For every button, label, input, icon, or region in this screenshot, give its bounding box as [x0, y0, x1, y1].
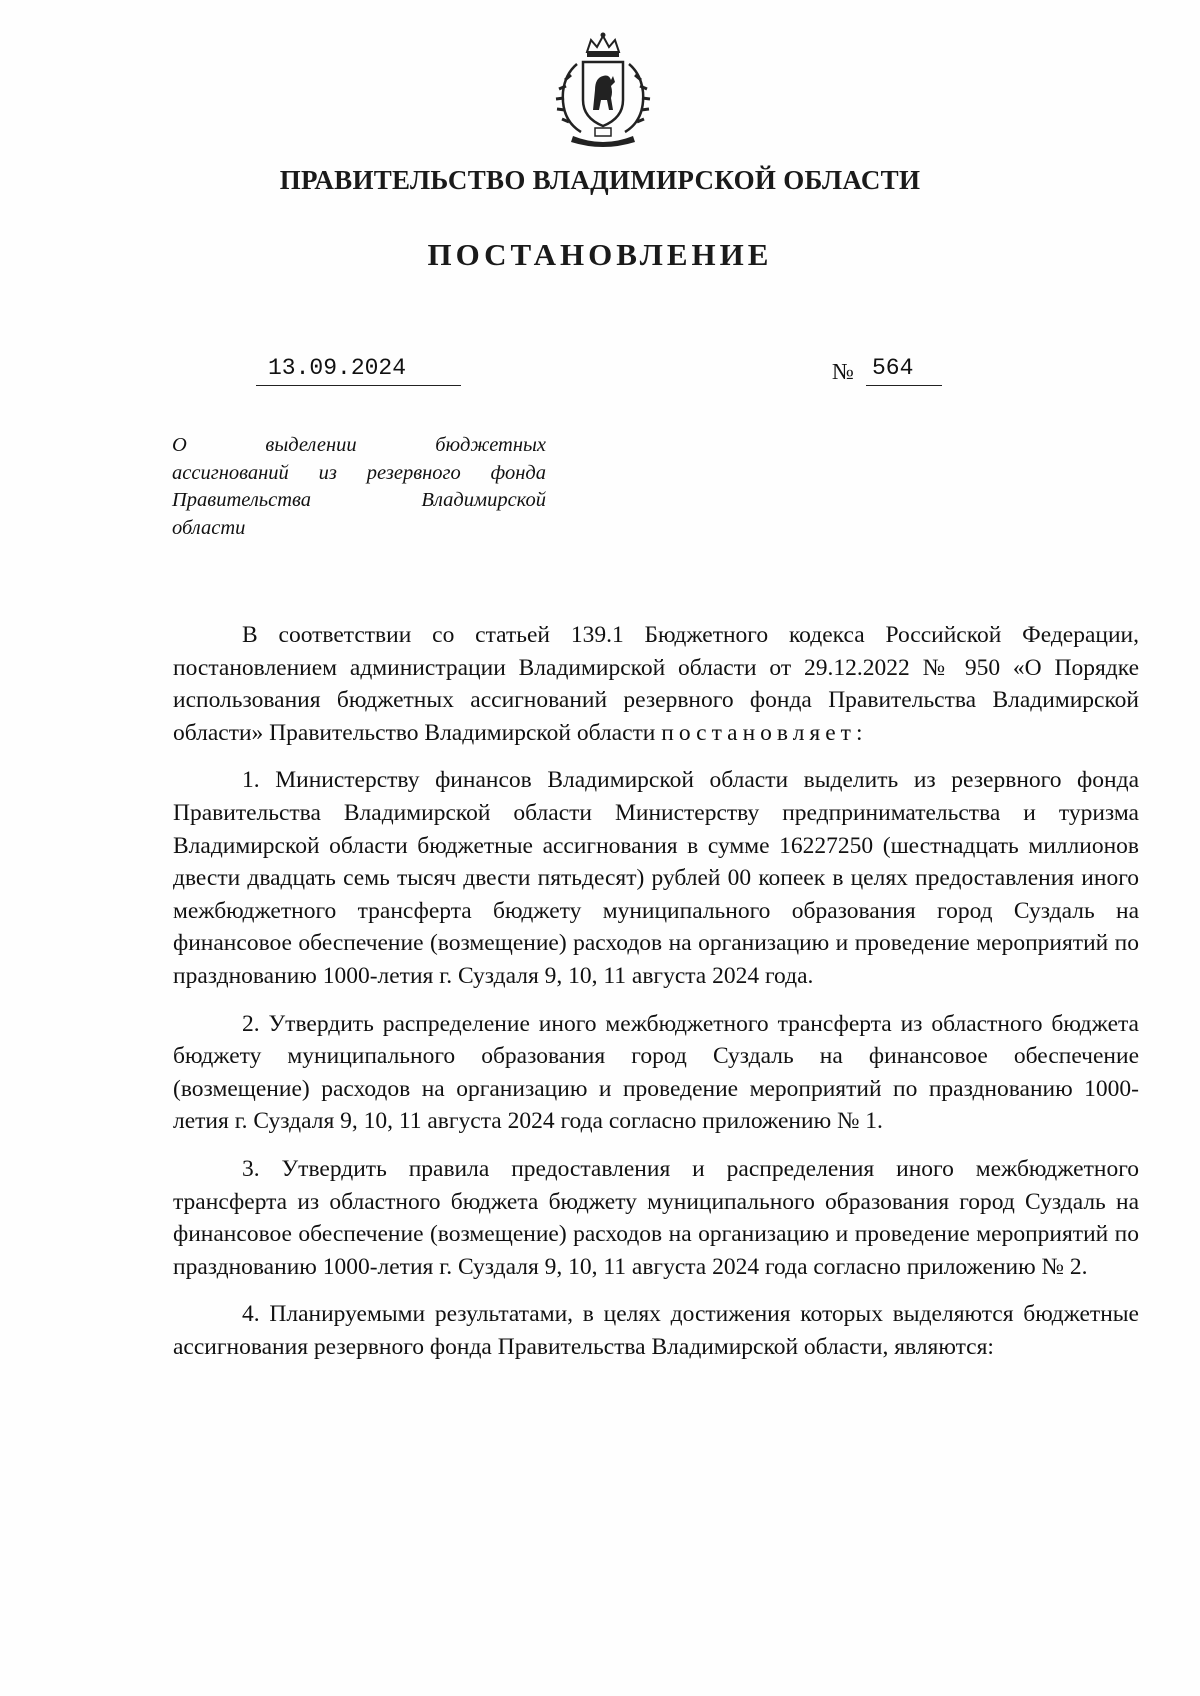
subject-line: Правительства Владимирской [172, 489, 546, 511]
coat-of-arms-icon [551, 32, 655, 150]
document-number: 564 [866, 355, 942, 386]
subject-line: О выделении бюджетных [172, 434, 546, 456]
item-1-paragraph: 1. Министерству финансов Владимирской области выделить из резервного фонда Правительства Владимирской области Министерству предпринимательства и туризма Владимирской области бюджетные ассигнования в сумме 16227250 (шестнадцать миллионов двести двадцать семь тысяч двести пятьдесят) рублей 00 копеек в целях предоставления иного межбюджетного трансферта бюджету муниципального образования город Суздаль на финансовое обеспечение (возмещение) расходов на организацию и проведение мероприятий по празднованию 1000-летия г. Суздаля 9, 10, 11 августа 2024 года. [173, 767, 1139, 989]
item-4-paragraph: 4. Планируемыми результатами, в целях достижения которых выделяются бюджетные ассигнования резервного фонда Правительства Владимирской области, являются: [173, 1301, 1139, 1360]
document-date: 13.09.2024 [256, 355, 461, 386]
preamble-text: В соответствии со статьей 139.1 Бюджетного кодекса Российской Федерации, постановлением администрации Владимирской области от 29.12.2022 № 950 «О Порядке использования бюджетных ассигнований резервного фонда Правительства Владимирской области» Правительство Владимирской области [173, 622, 1139, 746]
document-body [173, 619, 1139, 1378]
preamble-paragraph [173, 619, 1139, 749]
organization-title: ПРАВИТЕЛЬСТВО ВЛАДИМИРСКОЙ ОБЛАСТИ [279, 165, 921, 195]
document-type-heading: ПОСТАНОВЛЕНИЕ [427, 237, 773, 272]
subject-line: ассигнований из резервного фонда [172, 461, 546, 484]
item-3-paragraph: 3. Утвердить правила предоставления и распределения иного межбюджетного трансферта из областного бюджета бюджету муниципального образования город Суздаль на финансовое обеспечение (возмещение) расходов на организацию и проведение мероприятий по празднованию 1000-летия г. Суздаля 9, 10, 11 августа 2024 года согласно приложению № 2. [173, 1155, 1139, 1280]
document-subject [172, 432, 546, 542]
item-2-paragraph: 2. Утвердить распределение иного межбюджетного трансферта из областного бюджета бюджету муниципального образования город Суздаль на финансовое обеспечение (возмещение) расходов на организацию и проведение мероприятий по празднованию 1000-летия г. Суздаля 9, 10, 11 августа 2024 года согласно приложению № 1. [173, 1010, 1139, 1135]
number-sign: № [832, 359, 854, 384]
subject-line: области [172, 516, 246, 539]
preamble-action: постановляет: [661, 719, 868, 746]
